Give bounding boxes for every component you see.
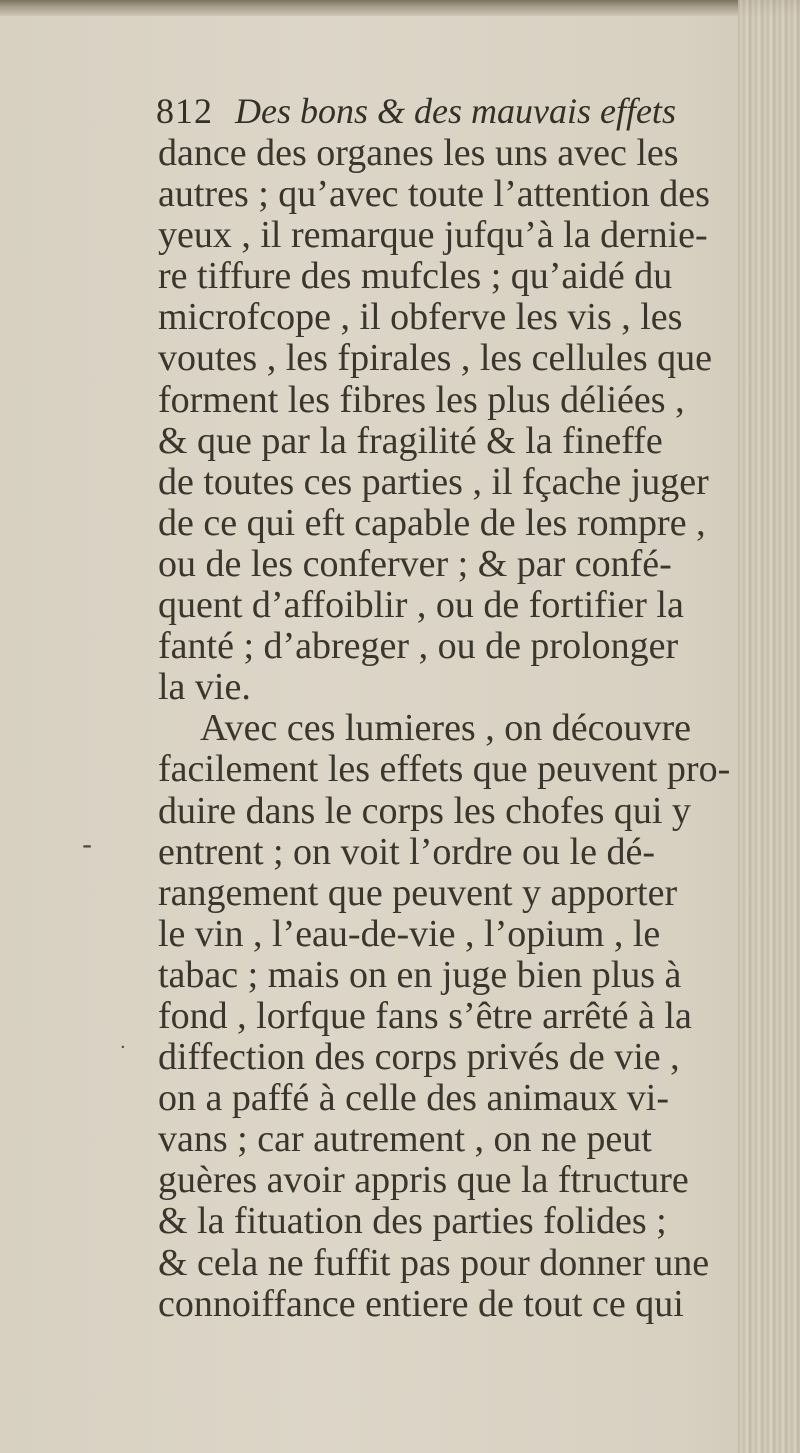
text-line: connoiffance entiere de tout ce qui [158,1282,684,1325]
text-line: autres ; qu’avec toute l’attention des [158,173,710,216]
text-line: re tiffure des mufcles ; qu’aidé du [158,255,673,298]
running-header [156,91,716,131]
text-line: fond , lorfque fans s’être arrêté à la [158,994,692,1037]
text-line: dance des organes les uns avec les [158,132,679,174]
margin-speck-mark: · [120,1037,126,1058]
text-line: on a paffé à celle des animaux vi- [158,1077,670,1120]
page-top-shadow [0,0,800,16]
paragraph-start-line: Avec ces lumieres , on découvre [200,707,691,750]
text-line: de ce qui eft capable de les rompre , [158,501,706,544]
page-number: 812 [156,91,213,131]
body-text [158,133,738,1325]
margin-dash-mark: - [82,828,93,861]
text-line: facilement les effets que peuvent pro- [158,748,731,791]
text-line: fanté ; d’abreger , ou de prolonger [158,625,679,668]
text-line: & la fituation des parties folides ; [158,1200,667,1243]
text-line: voutes , les fpirales , les cellules que [158,337,713,380]
text-line: la vie. [158,666,251,709]
text-line: rangement que peuvent y apporter [158,871,678,914]
text-line: entrent ; on voit l’ordre ou le dé- [158,830,656,873]
text-line: microfcope , il obferve les vis , les [158,296,683,339]
text-line: forment les fibres les plus déliées , [158,378,685,421]
text-line: vans ; car autrement , on ne peut [158,1118,652,1161]
text-line: yeux , il remarque jufqu’à la dernie- [158,214,708,257]
text-line: diffection des corps privés de vie , [158,1036,680,1079]
text-line: le vin , l’eau-de-vie , l’opium , le [158,912,661,955]
running-title: Des bons & des mauvais effets [235,91,676,131]
text-line: ou de les conferver ; & par confé- [158,542,672,585]
text-line: tabac ; mais on en juge bien plus à [158,953,682,996]
text-line: & que par la fragilité & la fineffe [158,419,663,462]
text-line: guères avoir appris que la ftructure [158,1159,689,1202]
text-line: de toutes ces parties , il fçache juger [158,460,709,503]
text-line: quent d’affoiblir , ou de fortifier la [158,584,684,627]
text-line: & cela ne fuffit pas pour donner une [158,1241,710,1284]
text-line: duire dans le corps les chofes qui y [158,789,691,832]
page-fore-edge [738,0,800,1453]
